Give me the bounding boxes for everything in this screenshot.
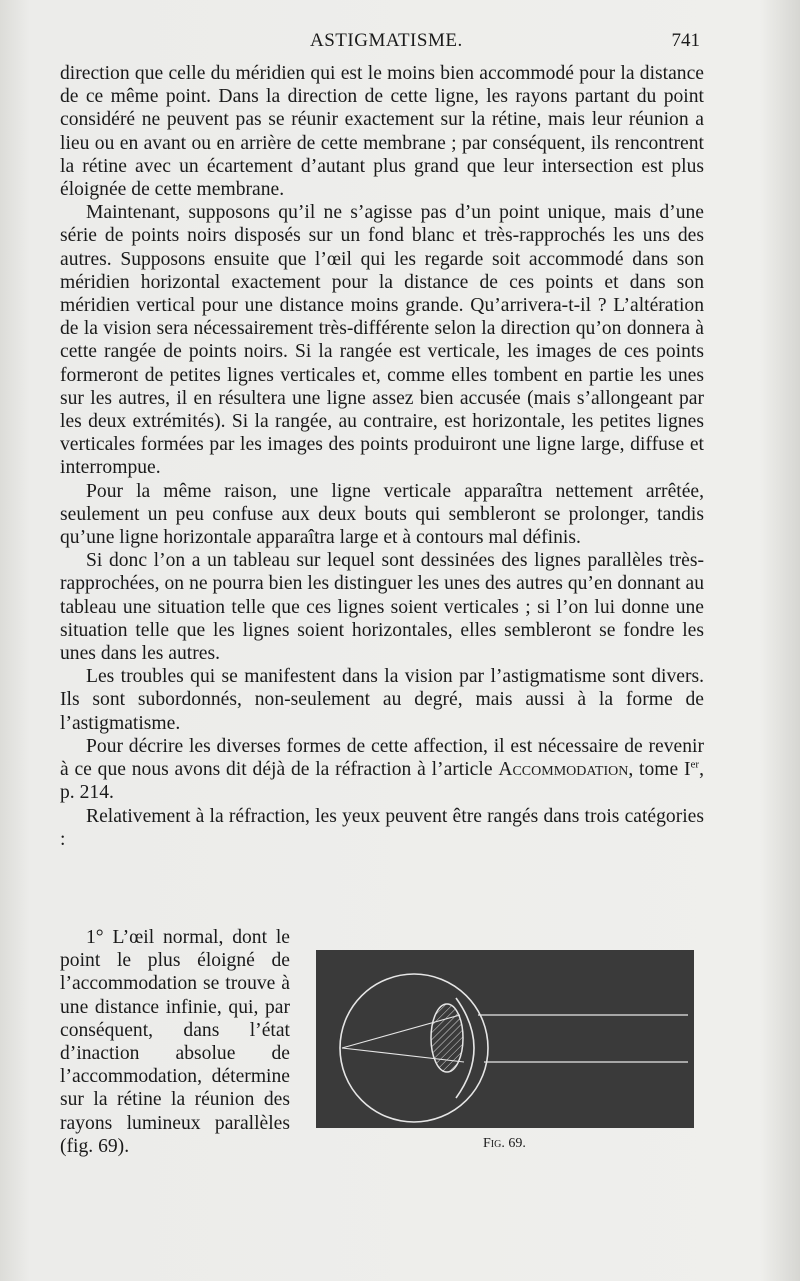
paragraph-6 xyxy=(60,735,704,805)
paragraph-3: Pour la même raison, une ligne verticale apparaîtra nettement arrêtée, seulement un peu confuse aux deux bouts qui sembleront se prolonger, tandis qu’une ligne horizontale apparaîtra large et à contours mal définis. xyxy=(60,480,704,549)
page-header xyxy=(60,30,700,58)
paragraph-5: Les troubles qui se manifestent dans la vision par l’astigmatisme sont divers. Ils sont subordonnés, non-seulement au degré, mais aussi à la forme de l’astigmatisme. xyxy=(60,666,704,734)
eye-diagram xyxy=(316,950,694,1128)
paragraph-8: 1° L’œil normal, dont le point le plus éloigné de l’accommodation se trouve à une distance infinie, qui, par conséquent, dans l’état d’inaction absolue de l’accommodation, détermine sur la rétine la réunion des rayons lumineux parallèles (fig. 69). xyxy=(60,927,290,1157)
running-title: ASTIGMATISME. xyxy=(310,30,463,51)
eyeball-outline xyxy=(340,974,488,1122)
paragraph-6-text: Pour décrire les diverses formes de cette affection, il est nécessaire de revenir à ce que nous avons dit déjà de la réfraction à l’article xyxy=(60,735,704,781)
superscript-er: er xyxy=(690,758,700,771)
article-reference: Accommodation xyxy=(498,759,629,781)
figure-caption-text: Fig. 69. xyxy=(483,1136,526,1151)
paragraph-4: Si donc l’on a un tableau sur lequel sont dessinées des lignes parallèles très-rapprochées, on ne pourra bien les distinguer les unes des autres qu’en donnant au tableau une situation telle que ces lignes soient verticales ; si l’on lui donne une situation telle que les lignes soient horizontales, elles sembleront se fondre les unes dans les autres. xyxy=(60,550,704,665)
paragraph-6-tome: , tome I xyxy=(628,759,691,781)
paragraph-7: Relativement à la réfraction, les yeux peuvent être rangés dans trois catégories : xyxy=(60,805,704,850)
page-number: 741 xyxy=(671,30,700,51)
body-text xyxy=(60,62,704,851)
paragraph-2: Maintenant, supposons qu’il ne s’agisse pas d’un point unique, mais d’une série de points noirs disposés sur un fond blanc et très-rapprochés les uns des autres. Supposons ensuite que l’œil qui les regarde soit accommodé dans son méridien horizontal exactement pour la distance de ces points et dans son méridien vertical pour une distance moins grande. Qu’arrivera-t-il ? L’altération de la vision sera nécessairement très-différente selon la direction qu’on donnera à cette rangée de points noirs. Si la rangée est verticale, les images de ces points formeront de petites lignes verticales et, comme elles tombent en partie les unes sur les autres, il en résultera une ligne assez bien accusée (mais s’allongeant par les deux extrémités). Si la rangée, au contraire, est horizontale, les petites lignes verticales formées par les images des points produiront une ligne large, diffuse et interrompue. xyxy=(60,202,704,479)
figure-caption xyxy=(483,1136,526,1152)
figure-69 xyxy=(316,950,694,1128)
paragraph-1: direction que celle du méridien qui est le moins bien accommodé pour la distance de ce même point. Dans la direction de cette ligne, les rayons partant du point considéré ne peuvent pas se réunir exactement sur la rétine, mais leur réunion a lieu ou en avant ou en arrière de cette membrane ; par conséquent, ils rencontrent la rétine avec un écartement d’autant plus grand que leur intersection est plus éloignée de cette membrane. xyxy=(60,63,704,201)
paragraph-6-page: , p. 214. xyxy=(60,759,704,804)
paragraph-8-wrapped xyxy=(60,926,290,1158)
